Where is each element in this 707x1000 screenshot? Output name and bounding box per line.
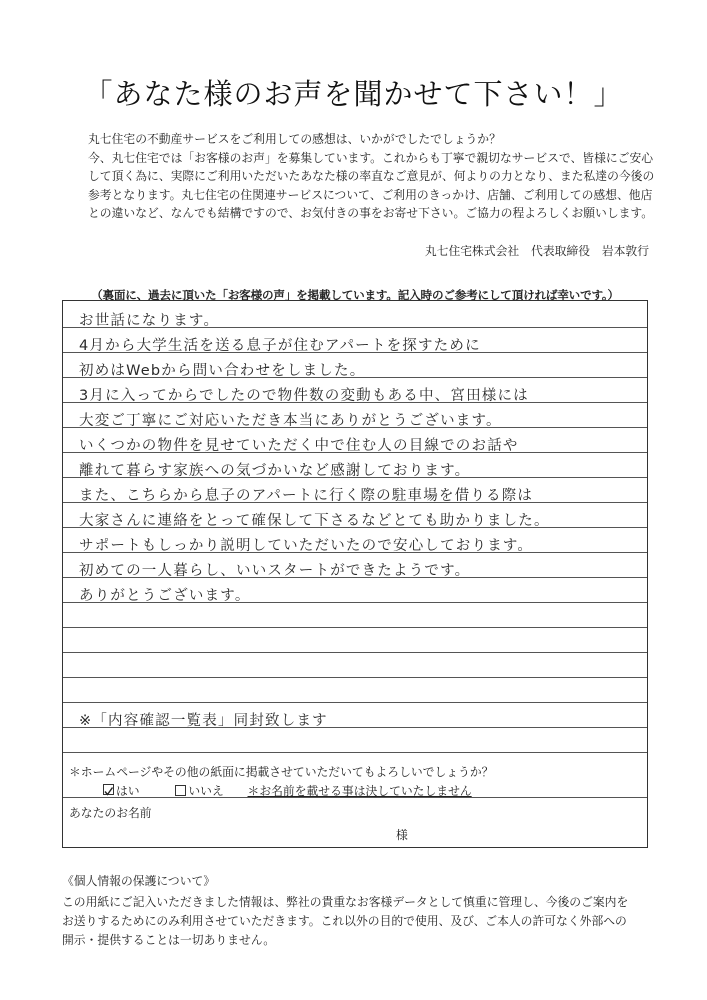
feedback-form [62, 300, 648, 848]
yes-checkbox[interactable] [103, 784, 114, 795]
privacy-line: 開示・提供することは一切ありません。 [62, 933, 276, 947]
check-icon [104, 787, 113, 796]
option-yes[interactable] [103, 782, 140, 799]
intro-text [88, 130, 655, 223]
handwritten-line: サポートもしっかり説明していただいたので安心しております。 [79, 538, 534, 554]
handwritten-line: 大変ご丁寧にご対応いただき本当にありがとうございます。 [79, 413, 502, 429]
privacy-line: この用紙にご記入いただきました情報は、弊社の貴重なお客様データとして慎重に管理し、今後のご案内を [62, 895, 629, 909]
name-suffix: 様 [396, 828, 408, 842]
ruled-line [63, 702, 647, 703]
publish-options [103, 782, 472, 799]
intro-line: との違いなど、なんでも結構ですので、お気付きの事をお寄せ下さい。ご協力の程よろしくお願いします。 [88, 206, 654, 221]
ruled-line [63, 677, 647, 678]
name-label: あなたのお名前 [69, 806, 152, 820]
intro-line: 丸七住宅の不動産サービスをご利用しての感想は、いかがでしたでしょうか？ [88, 132, 501, 146]
company-signature: 丸七住宅株式会社 代表取締役 岩本敦行 [424, 244, 649, 258]
option-no-label: いいえ [188, 784, 224, 798]
handwritten-line: 大家さんに連絡をとって確保して下さるなどとても助かりました。 [79, 513, 550, 529]
intro-line: 参考となります。丸七住宅の住関連サービスについて、ご利用のきっかけ、店舗、ご利用しての感想、他店 [88, 187, 653, 202]
notice-text: （裏面に、過去に頂いた「お客様の声」を掲載しています。記入時のご参考にして頂ければ幸いです。） [91, 288, 619, 302]
page-title: 「あなた様のお声を聞かせて下さい！」 [83, 77, 624, 111]
handwritten-line: いくつかの物件を見せていただく中で住む人の目線でのお話や [79, 438, 519, 454]
ruled-line [63, 627, 647, 628]
privacy-line: お送りするためにのみ利用させていただきます。これ以外の目的で使用、及び、ご本人の許可なく外部への [62, 914, 627, 928]
ruled-line [63, 652, 647, 653]
handwritten-line: お世話になります。 [79, 313, 220, 329]
intro-line: 今、丸七住宅では「お客様のお声」を募集しています。これからも丁寧で親切なサービスで、皆様にご安心 [88, 150, 654, 165]
privacy-heading: 《個人情報の保護について》 [62, 874, 216, 888]
publish-question: ＊ホームページやその他の紙面に掲載させていただいてもよろしいでしょうか？ [69, 765, 494, 779]
name-privacy-note: ＊お名前を載せる事は決していたしません [247, 784, 472, 798]
handwritten-line: ※「内容確認一覧表」同封致します [79, 713, 328, 729]
handwritten-line: 初めての一人暮らし、いいスタートができたようです。 [79, 563, 471, 579]
ruled-line [63, 752, 647, 753]
option-yes-label: はい [116, 784, 140, 798]
handwritten-line: また、こちらから息子のアパートに行く際の駐車場を借りる際は [79, 488, 534, 504]
handwritten-line: ありがとうございます。 [79, 588, 251, 604]
option-no[interactable] [175, 782, 223, 799]
no-checkbox[interactable] [175, 785, 186, 796]
intro-line: して頂く為に、実際にご利用いただいたあなた様の率直なご意見が、何よりの力となり、また私達の今後の [88, 169, 655, 184]
handwritten-line: 4月から大学生活を送る息子が住むアパートを探すために [79, 338, 481, 354]
handwritten-line: 初めはWebから問い合わせをしました。 [79, 363, 366, 379]
handwritten-line: 離れて暮らす家族への気づかいなど感謝しております。 [79, 463, 471, 479]
handwritten-line: 3月に入ってからでしたので物件数の変動もある中、宮田様には [79, 388, 529, 404]
privacy-text [62, 893, 652, 950]
